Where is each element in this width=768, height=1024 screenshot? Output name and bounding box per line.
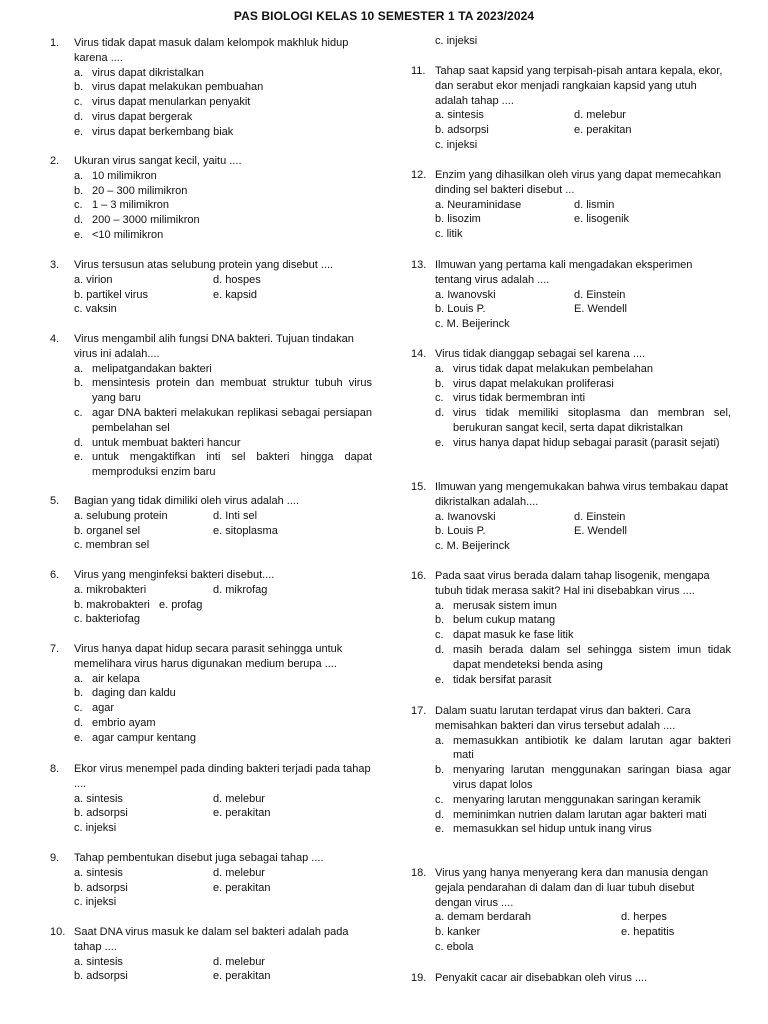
- answer-option[interactable]: b. 20 – 300 milimikron: [74, 184, 188, 197]
- answer-option: [574, 539, 731, 554]
- question-number: 2.: [50, 155, 60, 167]
- answer-option[interactable]: c. virus tidak bermembran inti: [435, 392, 586, 405]
- answer-option[interactable]: a. demam berdarah: [435, 911, 531, 924]
- question-number: 10.: [50, 926, 66, 938]
- question-number: 7.: [50, 643, 60, 655]
- answer-option[interactable]: c. injeksi: [435, 138, 478, 151]
- question-stem: Ilmuwan yang mengemukakan bahwa virus tembakau dapat dikristalkan adalah....: [435, 481, 728, 508]
- option-grid: [74, 792, 372, 836]
- question-stem: Dalam suatu larutan terdapat virus dan bakteri. Cara memisahkan bakteri dan virus tersebut adalah ....: [435, 705, 691, 732]
- question-number: 15.: [411, 481, 427, 493]
- option-list: [74, 169, 372, 243]
- question-6: [50, 568, 372, 627]
- question-number: 13.: [411, 259, 427, 271]
- answer-option[interactable]: d. herpes: [621, 911, 667, 924]
- question-4: [50, 332, 372, 480]
- answer-option[interactable]: b. lisozim: [435, 213, 481, 226]
- answer-option[interactable]: b. adsorpsi: [74, 807, 128, 820]
- option-grid: [74, 509, 372, 553]
- answer-option[interactable]: b. virus dapat melakukan proliferasi: [435, 377, 614, 390]
- answer-option[interactable]: d. melebur: [213, 792, 265, 805]
- question-stem: Ekor virus menempel pada dinding bakteri terjadi pada tahap ....: [74, 763, 371, 790]
- question-10-continued: [411, 34, 731, 49]
- question-stem: Virus hanya dapat hidup secara parasit sehingga untuk memelihara virus harus digunakan medium berupa ....: [74, 643, 343, 670]
- answer-option[interactable]: c. membran sel: [74, 539, 150, 552]
- answer-option[interactable]: b. kanker: [435, 926, 481, 939]
- answer-option: [574, 227, 731, 242]
- answer-option: [574, 317, 731, 332]
- question-16: [411, 569, 731, 687]
- question-2: [50, 154, 372, 243]
- answer-option[interactable]: c. 1 – 3 milimikron: [74, 199, 170, 212]
- question-number: 17.: [411, 705, 427, 717]
- option-list: [435, 362, 731, 451]
- answer-option[interactable]: c. bakteriofag: [74, 613, 141, 626]
- answer-option[interactable]: a. mikrobakteri: [74, 583, 147, 596]
- answer-option[interactable]: e. virus dapat berkembang biak: [74, 125, 234, 138]
- answer-option[interactable]: e. agar campur kentang: [74, 731, 196, 744]
- question-stem: Virus yang hanya menyerang kera dan manusia dengan gejala pendarahan di dalam dan di luar tubuh disebut dengan virus ....: [435, 867, 709, 909]
- question-stem: Virus tersusun atas selubung protein yang disebut ....: [74, 259, 334, 271]
- answer-option[interactable]: d. Einstein: [574, 288, 626, 301]
- answer-option[interactable]: a. sintesis: [74, 866, 123, 879]
- question-stem: Enzim yang dihasilkan oleh virus yang dapat memecahkan dinding sel bakteri disebut ...: [435, 169, 722, 196]
- option-grid: [74, 583, 372, 627]
- answer-option[interactable]: c. litik: [435, 228, 463, 241]
- answer-option[interactable]: e. lisogenik: [574, 213, 630, 226]
- answer-option[interactable]: d. melebur: [574, 109, 626, 122]
- answer-option[interactable]: e. perakitan: [574, 124, 632, 137]
- answer-option[interactable]: c. M. Beijerinck: [435, 540, 510, 553]
- question-8: [50, 762, 372, 836]
- question-12: [411, 168, 731, 242]
- question-11: [411, 64, 731, 153]
- answer-option[interactable]: b. belum cukup matang: [435, 614, 556, 627]
- answer-option: [213, 821, 372, 836]
- answer-option[interactable]: a. air kelapa: [74, 672, 140, 685]
- question-number: 18.: [411, 867, 427, 879]
- answer-option[interactable]: e. untuk mengaktifkan inti sel bakteri hingga dapat memproduksi enzim baru: [74, 451, 372, 479]
- answer-option[interactable]: d. embrio ayam: [74, 716, 156, 729]
- question-number: 12.: [411, 169, 427, 181]
- answer-option[interactable]: b. Louis P.: [435, 525, 486, 538]
- answer-option[interactable]: b. partikel virus: [74, 288, 148, 301]
- option-grid: [74, 866, 372, 910]
- option-list: [74, 672, 372, 746]
- question-14: [411, 347, 731, 451]
- option-grid: [435, 108, 731, 152]
- question-9: [50, 851, 372, 910]
- question-number: 5.: [50, 495, 60, 507]
- question-stem: Virus yang menginfeksi bakteri disebut....: [74, 569, 275, 581]
- answer-option[interactable]: a. sintesis: [435, 109, 484, 122]
- question-stem: Tahap pembentukan disebut juga sebagai tahap ....: [74, 852, 324, 864]
- answer-option[interactable]: e. virus hanya dapat hidup sebagai parasit (parasit sejati): [435, 436, 720, 449]
- answer-option[interactable]: a. merusak sistem imun: [435, 599, 557, 612]
- question-number: 9.: [50, 852, 60, 864]
- answer-option[interactable]: e. tidak bersifat parasit: [435, 673, 552, 686]
- answer-option[interactable]: c. menyaring larutan menggunakan saringan keramik: [435, 793, 701, 806]
- option-grid: [74, 955, 372, 985]
- question-stem: Bagian yang tidak dimiliki oleh virus adalah ....: [74, 495, 300, 507]
- question-stem: Penyakit cacar air disebabkan oleh virus ....: [435, 972, 648, 984]
- option-list: [74, 66, 372, 140]
- answer-option[interactable]: a. 10 milimikron: [74, 169, 157, 182]
- option-grid: [435, 510, 731, 554]
- answer-option: [574, 138, 731, 153]
- answer-option[interactable]: a. memasukkan antibiotik ke dalam larutan agar bakteri mati: [435, 734, 731, 762]
- answer-option[interactable]: d. Einstein: [574, 510, 626, 523]
- answer-option[interactable]: c. agar: [74, 702, 115, 715]
- answer-option[interactable]: a. sintesis: [74, 955, 123, 968]
- answer-option[interactable]: b. adsorpsi: [74, 970, 128, 983]
- option-list: [74, 362, 372, 480]
- answer-option[interactable]: a. virion: [74, 273, 113, 286]
- answer-option[interactable]: d. melebur: [213, 955, 265, 968]
- answer-option[interactable]: b. adsorpsi: [74, 881, 128, 894]
- answer-option[interactable]: c. dapat masuk ke fase litik: [435, 629, 574, 642]
- answer-option[interactable]: d. melebur: [213, 866, 265, 879]
- answer-option[interactable]: b. makrobakteri e. profag: [74, 598, 203, 611]
- option-grid: [435, 288, 731, 332]
- question-stem: Pada saat virus berada dalam tahap lisogenik, mengapa tubuh tidak merasa sakit? Hal ini disebabkan virus ....: [435, 570, 710, 597]
- question-1: [50, 36, 372, 140]
- answer-option[interactable]: e. perakitan: [213, 970, 271, 983]
- option-list: [435, 734, 731, 838]
- answer-option[interactable]: d. 200 – 3000 milimikron: [74, 214, 200, 227]
- answer-option[interactable]: c. injeksi: [435, 35, 478, 47]
- answer-option[interactable]: d. mikrofag: [213, 583, 268, 596]
- answer-option: [213, 612, 372, 627]
- page-title: PAS BIOLOGI KELAS 10 SEMESTER 1 TA 2023/2024: [233, 9, 535, 23]
- answer-option: [621, 940, 731, 955]
- answer-option: [213, 895, 372, 910]
- answer-option[interactable]: e. <10 milimikron: [74, 228, 164, 241]
- answer-option[interactable]: d. virus dapat bergerak: [74, 110, 193, 123]
- question-stem: Virus tidak dianggap sebagai sel karena ....: [435, 348, 646, 360]
- answer-option: [213, 598, 372, 613]
- question-10: [50, 925, 372, 984]
- question-19: [411, 971, 731, 986]
- answer-option[interactable]: a. sintesis: [74, 792, 123, 805]
- question-3: [50, 258, 372, 317]
- question-18: [411, 866, 731, 955]
- option-grid: [74, 273, 372, 317]
- question-5: [50, 494, 372, 553]
- answer-option[interactable]: e. hepatitis: [621, 926, 675, 939]
- question-number: 1.: [50, 37, 60, 49]
- answer-option[interactable]: d. virus tidak memiliki sitoplasma dan membran sel, berukuran sangat kecil, serta dapat dikristalkan: [435, 407, 731, 434]
- question-stem: Ilmuwan yang pertama kali mengadakan eksperimen tentang virus adalah ....: [435, 259, 693, 286]
- question-number: 6.: [50, 569, 60, 581]
- answer-option[interactable]: c. injeksi: [74, 822, 117, 835]
- question-15: [411, 480, 731, 554]
- question-13: [411, 258, 731, 332]
- answer-option[interactable]: c. M. Beijerinck: [435, 318, 510, 331]
- question-stem: Virus tidak dapat masuk dalam kelompok makhluk hidup karena ....: [74, 37, 349, 64]
- answer-option: [213, 538, 372, 553]
- answer-option[interactable]: d. untuk membuat bakteri hancur: [74, 436, 241, 449]
- answer-option[interactable]: b. mensintesis protein dan membuat struktur tubuh virus yang baru: [74, 377, 372, 405]
- question-stem: Virus mengambil alih fungsi DNA bakteri. Tujuan tindakan virus ini adalah....: [74, 333, 354, 360]
- answer-option[interactable]: d. Inti sel: [213, 509, 258, 522]
- answer-option[interactable]: a. selubung protein: [74, 509, 168, 522]
- question-number: 4.: [50, 333, 60, 345]
- answer-option[interactable]: d. hospes: [213, 273, 261, 286]
- answer-option[interactable]: c. vaksin: [74, 303, 117, 316]
- answer-option[interactable]: c. ebola: [435, 940, 474, 953]
- answer-option[interactable]: b. organel sel: [74, 524, 141, 537]
- answer-option[interactable]: c. virus dapat menularkan penyakit: [74, 96, 251, 109]
- answer-option: [213, 302, 372, 317]
- answer-option[interactable]: d. meminimkan nutrien dalam larutan agar bakteri mati: [435, 808, 707, 821]
- answer-option[interactable]: e. sitoplasma: [213, 524, 278, 537]
- answer-option[interactable]: b. Louis P.: [435, 303, 486, 316]
- question-number: 8.: [50, 763, 60, 775]
- answer-option[interactable]: e. perakitan: [213, 807, 271, 820]
- option-grid: [435, 198, 731, 242]
- answer-option[interactable]: e. perakitan: [213, 881, 271, 894]
- answer-option[interactable]: b. daging dan kaldu: [74, 687, 176, 700]
- answer-option[interactable]: a. Iwanovski: [435, 288, 496, 301]
- answer-option[interactable]: e. kapsid: [213, 288, 258, 301]
- answer-option[interactable]: d. lismin: [574, 198, 615, 211]
- answer-option[interactable]: a. Neuraminidase: [435, 198, 522, 211]
- answer-option[interactable]: b. virus dapat melakukan pembuahan: [74, 81, 264, 94]
- answer-option[interactable]: a. virus tidak dapat melakukan pembelahan: [435, 362, 653, 375]
- question-7: [50, 642, 372, 746]
- answer-option[interactable]: E. Wendell: [574, 303, 627, 316]
- answer-option[interactable]: c. injeksi: [74, 896, 117, 909]
- answer-option[interactable]: b. menyaring larutan menggunakan saringan biasa agar virus dapat lolos: [435, 764, 731, 791]
- question-number: 11.: [411, 65, 426, 77]
- question-17: [411, 704, 731, 837]
- answer-option[interactable]: a. Iwanovski: [435, 510, 496, 523]
- answer-option[interactable]: b. adsorpsi: [435, 124, 489, 137]
- question-number: 16.: [411, 570, 427, 582]
- answer-option[interactable]: a. melipatgandakan bakteri: [74, 362, 212, 375]
- answer-option[interactable]: c. agar DNA bakteri melakukan replikasi sebagai persiapan pembelahan sel: [74, 406, 372, 434]
- answer-option[interactable]: E. Wendell: [574, 525, 627, 538]
- question-stem: Saat DNA virus masuk ke dalam sel bakteri adalah pada tahap ....: [74, 926, 349, 953]
- answer-option[interactable]: e. memasukkan sel hidup untuk inang virus: [435, 823, 652, 836]
- question-stem: Ukuran virus sangat kecil, yaitu ....: [74, 155, 242, 167]
- question-number: 14.: [411, 348, 427, 360]
- question-number: 19.: [411, 972, 427, 984]
- question-stem: Tahap saat kapsid yang terpisah-pisah antara kepala, ekor, dan serabut ekor menjadi rangkaian kapsid yang utuh adalah tahap ....: [435, 65, 723, 107]
- option-list: [435, 599, 731, 688]
- answer-option[interactable]: a. virus dapat dikristalkan: [74, 66, 204, 79]
- option-grid: [435, 910, 731, 954]
- question-number: 3.: [50, 259, 60, 271]
- answer-option[interactable]: d. masih berada dalam sel sehingga sistem imun tidak dapat mendeteksi benda asing: [435, 643, 731, 671]
